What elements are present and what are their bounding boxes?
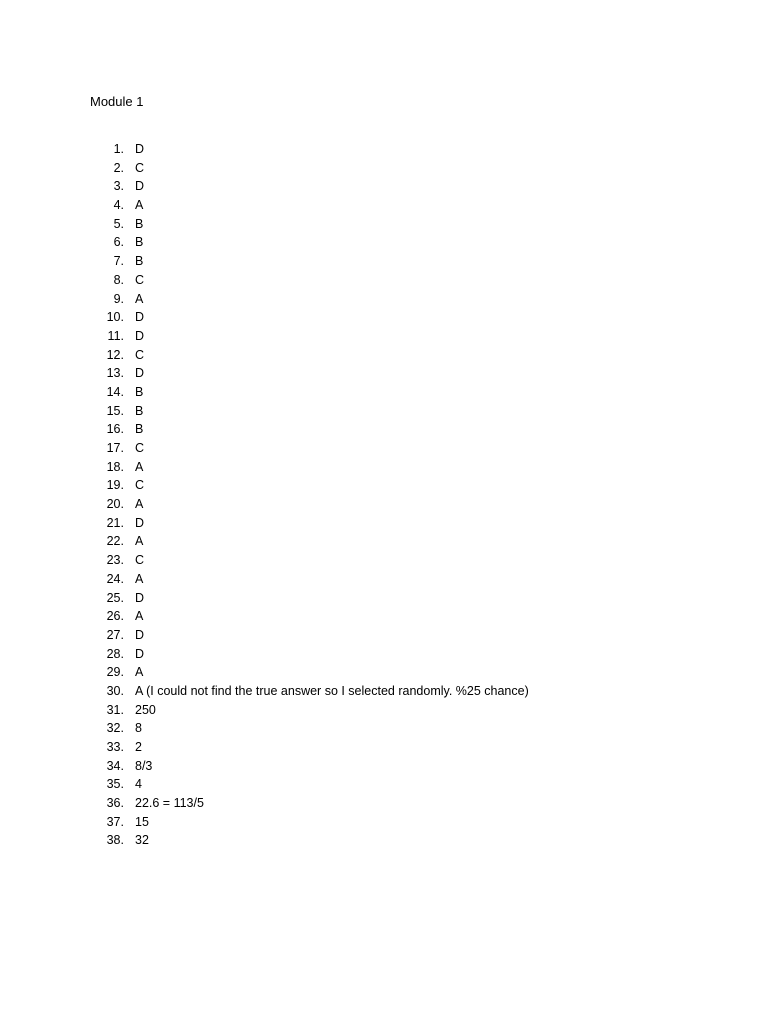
answer-text: A: [135, 459, 144, 474]
answer-number: 6.: [113, 235, 124, 250]
answer-number: 12.: [106, 347, 124, 362]
answer-text: A: [135, 665, 144, 680]
answer-item: [0, 252, 768, 271]
answer-text: 8/3: [135, 758, 153, 773]
answer-number: 25.: [106, 590, 124, 605]
answer-number: 14.: [106, 384, 124, 399]
answer-text: D: [135, 646, 145, 661]
answer-text: A: [135, 497, 144, 512]
document-title: Module 1: [90, 94, 144, 109]
answer-number: 7.: [113, 254, 124, 269]
answer-text: D: [135, 328, 145, 343]
answer-text: 22.6 = 113/5: [135, 796, 204, 811]
answer-text: C: [135, 441, 145, 455]
answer-text: C: [135, 272, 145, 287]
answer-text: B: [135, 216, 144, 231]
answer-number: 21.: [106, 515, 124, 530]
answer-item: [0, 645, 768, 664]
answer-text: 4: [135, 777, 142, 792]
answer-number: 11.: [107, 328, 124, 343]
answer-number: 38.: [106, 833, 124, 848]
answer-item: [0, 607, 768, 626]
answer-item: [0, 159, 768, 178]
answer-number: 33.: [106, 740, 124, 754]
answer-text: C: [135, 478, 145, 493]
answer-text: C: [135, 553, 145, 568]
answer-number: 3.: [113, 179, 124, 194]
answer-number: 16.: [106, 422, 124, 437]
answer-number: 15.: [106, 403, 124, 418]
answer-number: 2.: [113, 160, 124, 175]
answer-number: 28.: [106, 646, 124, 661]
answer-item: [0, 420, 768, 439]
answer-number: 23.: [106, 553, 124, 568]
answer-item: [0, 626, 768, 645]
answer-item: [0, 831, 768, 850]
answer-number: 20.: [106, 497, 124, 512]
answer-item: [0, 458, 768, 477]
answer-text: 8: [135, 721, 142, 736]
answer-item: [0, 271, 768, 290]
answer-item: [0, 233, 768, 252]
answer-number: 22.: [106, 534, 124, 549]
answer-item: [0, 682, 768, 701]
answer-number: 18.: [106, 459, 124, 474]
answer-text: D: [135, 590, 145, 605]
answer-number: 27.: [106, 627, 124, 642]
answer-list: [0, 140, 768, 850]
answer-text: D: [135, 179, 145, 194]
answer-text: A: [135, 609, 144, 624]
answer-number: 35.: [106, 777, 124, 792]
answer-text: D: [135, 366, 145, 381]
answer-text: 32: [135, 833, 149, 848]
answer-number: 30.: [106, 683, 124, 698]
answer-item: [0, 439, 768, 458]
answer-item: [0, 177, 768, 196]
answer-text: B: [135, 254, 144, 269]
answer-item: [0, 701, 768, 720]
answer-number: 36.: [106, 796, 124, 811]
answer-item: [0, 719, 768, 738]
answer-number: 34.: [106, 758, 124, 773]
answer-item: [0, 364, 768, 383]
answer-item: [0, 495, 768, 514]
answer-item: [0, 327, 768, 346]
answer-text: A: [135, 571, 144, 586]
answer-item: [0, 308, 768, 327]
answer-text: D: [135, 142, 145, 156]
answer-number: 31.: [106, 702, 124, 717]
answer-number: 29.: [106, 665, 124, 680]
answer-item: [0, 140, 768, 159]
answer-item: [0, 346, 768, 365]
answer-item: [0, 589, 768, 608]
answer-item: [0, 738, 768, 757]
answer-text: A: [135, 198, 144, 213]
answer-item: [0, 532, 768, 551]
answer-number: 4.: [113, 198, 124, 213]
answer-text: 2: [135, 740, 142, 754]
answer-item: [0, 196, 768, 215]
answer-text: D: [135, 627, 145, 642]
answer-number: 10.: [106, 310, 124, 325]
answer-item: [0, 215, 768, 234]
answer-item: [0, 383, 768, 402]
answer-text: B: [135, 422, 144, 437]
answer-number: 8.: [113, 272, 124, 287]
answer-item: [0, 290, 768, 309]
answer-text: 250: [135, 702, 156, 717]
answer-number: 17.: [106, 441, 124, 455]
answer-item: [0, 570, 768, 589]
answer-item: [0, 663, 768, 682]
answer-number: 1.: [113, 142, 124, 156]
answer-number: 9.: [113, 291, 124, 306]
answer-item: [0, 402, 768, 421]
answer-item: [0, 775, 768, 794]
answer-number: 5.: [113, 216, 124, 231]
answer-text: B: [135, 235, 144, 250]
answer-text: A (I could not find the true answer so I selected randomly. %25 chance): [135, 683, 529, 698]
answer-number: 13.: [106, 366, 124, 381]
answer-item: [0, 514, 768, 533]
answer-text: D: [135, 515, 145, 530]
answer-number: 37.: [106, 814, 124, 829]
answer-item: [0, 551, 768, 570]
answer-text: C: [135, 160, 145, 175]
answer-text: 15: [135, 814, 149, 829]
answer-number: 19.: [106, 478, 124, 493]
answer-item: [0, 813, 768, 832]
answer-number: 32.: [106, 721, 124, 736]
answer-text: A: [135, 291, 144, 306]
answer-item: [0, 757, 768, 776]
answer-text: A: [135, 534, 144, 549]
answer-number: 24.: [106, 571, 124, 586]
answer-text: C: [135, 347, 145, 362]
answer-text: B: [135, 403, 144, 418]
answer-text: B: [135, 384, 144, 399]
answer-item: [0, 476, 768, 495]
answer-item: [0, 794, 768, 813]
answer-text: D: [135, 310, 145, 325]
answer-number: 26.: [106, 609, 124, 624]
